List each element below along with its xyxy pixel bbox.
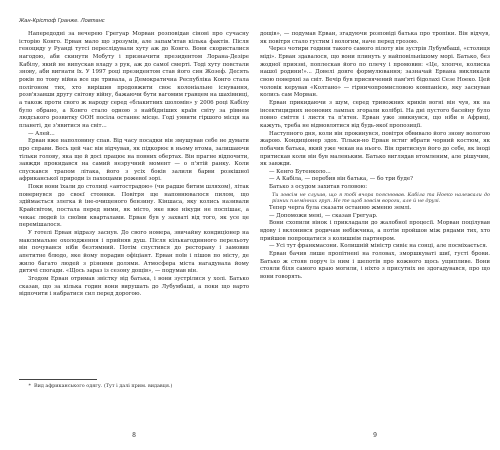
right-page [260,0,490,450]
paragraph: Вони схопили вінок і прикладали до жалобної процесії. Морван поцілував вдову і вклонився родичам небіжчика, а потім пройшов між рядами тих, хто прийшов попрощатися з колишнім партнером. [260,220,490,242]
paragraph: Наступного дня, коли він прокинувся, повітря обвивало його знову вологою жарою. Кондиціонер здох. Тільки-но Ерван встиг вбрати чорний костюм, як побачив батька, який уже чекав на нього. Він притиснув його до себе, як іноді притискав коли він був маленьким. Батько виглядав втомленим, але рішучим, як завжди. [260,130,490,168]
paragraph: Поки вони їхали до столиці «автострадою» (чи радше битим шляхом), літак повернувся до своєї стоянки. Повітря ще наповнювалося пилом, що здіймається злегка й іне-очищеного бензину. Кіншаса, яку колись називали Крайсвітом, постала перед ними, як місто, яке вже нікуди не поспішає, а чекає людей із своїми кварталами. Ерван був у захваті від того, як усе це перемішалося. [19,184,249,229]
paragraph: Напередодні за вечерею Грегуар Морван розповідав сінові про сучасну історію Конго. Ерван мало що зрозумів, але запам'ятав кілька фактів. Після геноциду у Руанді тутсі переслідували хуту аж до Конго. Вони скористалися нагодою, аби скинути Мобуту і призначити президентом Лорана-Дезіре Кабілу, який не випускав владу з рук, аж до самої смерті. Тоді хуту повстали знову, аби вигнати їх. У 1997 році президентом став його син Жозеф. Десять років по тому війна все ще тривала, а Демократична Республіка Конго стала полігоном тих, хто вирішив продовжити своє колоніальне існування, розв'язавши другу світову війну, бажаючи бути вагомим гравцем на шахівниці, а також проти свого ж народу серед «блакитних шоломів» у 2006 році Кабілу було обрано, а Конго стало одною з найбідніших країн світу за рівнем людського розвитку ООН посіла останнє місце. Годі уявити гіршого місця на планеті, де з'явитися на світ... [19,31,249,129]
page-number: 8 [132,432,136,439]
left-page-body [19,31,249,299]
paragraph: Тепер черга була сказати останню жменю землі. [269,204,412,211]
footnote-text: Вид африканського одягу. (Тут і далі прим. видавця.) [34,383,173,389]
paragraph: Ерван прикидаючи з шум, серед тривожних криків вогні він чув, як на інсектицидних неонових лампах згорали колібрі. На дні пустого басейну було повно сміття і листя та п'ятен. Ерван уже звикнувся, що ніби в Африці, кажуть, треба не відмовлятися від будь-якої пропозиції. [260,99,490,129]
right-page-body [260,31,490,282]
paragraph: Через чотири години такого самого пілоту він зустрів Лубумбаші, «столиця міді». Ерван здавалося, що вони плинуть у найповільнішому морі. Батько, без жодної приязні, поплескав його по плечу і промовив: «Це, хлопче, колиска нашої родини!»... Довелі довге формулювання; зазначай Ервана викликали свою поверхні за світ. Вечір був присвячений пам'яті бідолахі Сезе Ноеко. Цей чоловік керував «Колтано» — гірничопромисловою компанією, яку заснував колись сам Морван. [260,46,490,99]
footnote-mark: * [28,383,31,389]
paragraph: У готелі Ерван відразу заснув. До свого номера, звичайну кондиціонер на максимальне охолодження і прийняв душ. Після кількагодинного перельоту він почувався ніби безтямний. Потім спустився до ресторану і замовив апетитне блюдо, яке йому порадив офіціант. Ерван поїв і пішов по місту, де жило багато людей з різними долями. Атмосфера міста нагадувала йому дитячі спогади. «Щось зараз із сезону дощів», — подумав він. [19,230,249,275]
footnote-rule [19,379,97,380]
dialog-line: — Усі тут франкмасони. Колишній міністр сивіє на сонці, але посміхається. [269,243,488,250]
paragraph: Ерван вже наполовину спав. Від часу посадки він змушував себе не думати про справи. Весь цей час він відчував, як підкорює в ньому втома, залишаючи тільки голову, яка ще й досі працює на повних обертах. Він прагне відпочити, завжди прокидався на самий незручний момент — о п'ятій ранку. Коли спускався трапом літака, його з усіх боків залили барви розкішної африканської природи із пахощами рожевої зорі. [19,138,249,183]
dialog-line: — А Кабіла, — перебив він батька, — бо три буде? [269,176,413,183]
footnote [19,383,249,389]
running-head: Жан-Крістоф Гранже. Ловтанс [19,18,105,24]
left-page [19,0,249,450]
paragraph: Батько з осудом захитав головою: [269,184,368,191]
paragraph: дощів», — подумав Ерван, згадуючи розповіді батька про тропіки. Він відчув, як повітря стало густим і вологим, наче перед грозою. [260,31,490,45]
dialog-line: — Допоможи мені, — сказав Грегуар. [269,212,378,219]
dialog-line: — Кенго Бутенколо... [269,168,331,175]
page-number: 9 [373,432,377,439]
inset-note: Ти зовсім не слухав, що я тобі вчора пояснював. Кабіла та Ноеко належали до різних племінних груп. Не те щоб зовсім вороги, але й не друзі. [272,191,490,205]
paragraph: Згодом Ерван отримав звістку від батька, і вони зустрілися у холі. Батько сказав, що за кілька годин вони вирушать до Лубумбаші, а поки що варто відпочити і набратися сил перед дорогою. [19,276,249,298]
paragraph: Ерван бачив лише пропітнені на головах, зморшкуваті шиї, густі брови. Батько ж стояв поруч із ним і шепотів про кожного щось ущипливе. Вони стояли біля самого краю могили, і ніхто з присутніх не здогадувався, про що вони говорять. [260,250,490,280]
paragraph: — Алей... [28,130,55,137]
